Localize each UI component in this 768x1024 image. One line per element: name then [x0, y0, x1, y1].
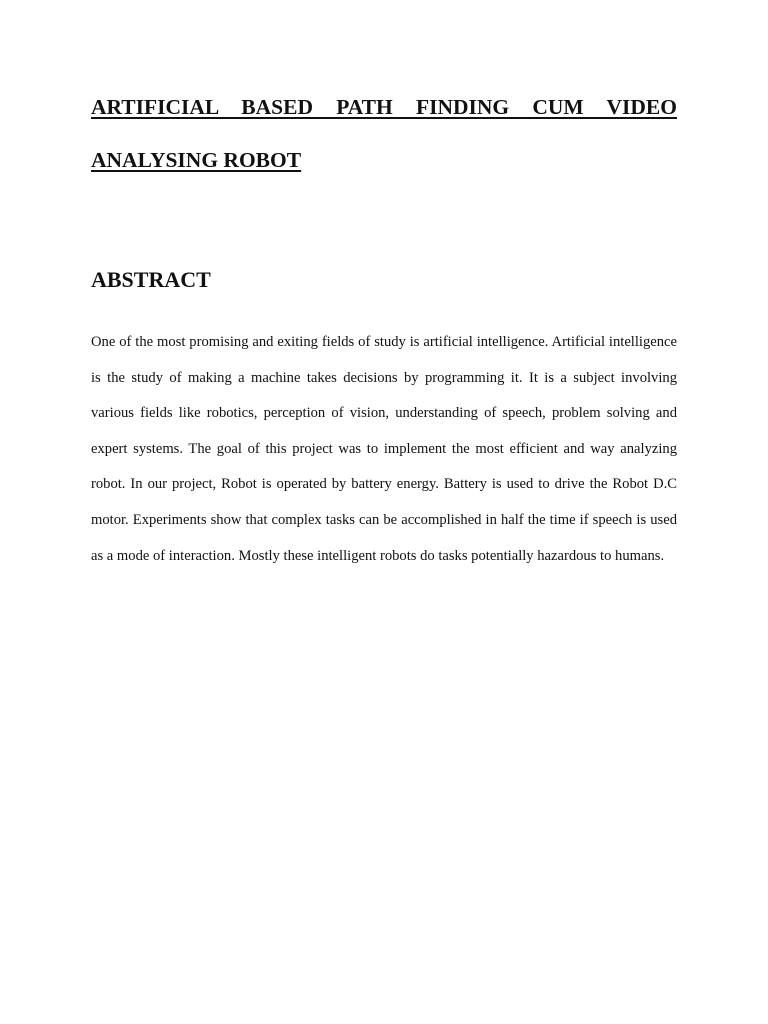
document-title-line-1: ARTIFICIAL BASED PATH FINDING CUM VIDEO: [91, 95, 677, 119]
abstract-paragraph: One of the most promising and exiting fields of study is artificial intelligence. Artificial intelligence is the study of making a machine takes decisions by programming it. It is a subject involving various fields like robotics, perception of vision, understanding of speech, problem solving and expert systems. The goal of this project was to implement the most efficient and way analyzing robot. In our project, Robot is operated by battery energy. Battery is used to drive the Robot D.C motor. Experiments show that complex tasks can be accomplished in half the time if speech is used as a mode of interaction. Mostly these intelligent robots do tasks potentially hazardous to humans.: [91, 334, 677, 564]
abstract-heading: ABSTRACT: [91, 267, 211, 292]
document-title-line-2: ANALYSING ROBOT: [91, 148, 302, 172]
